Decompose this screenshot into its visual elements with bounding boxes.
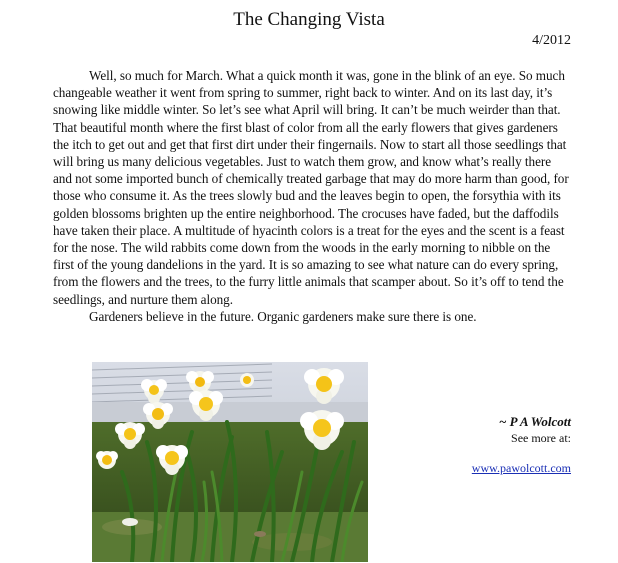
attribution	[472, 414, 571, 476]
see-more-label: See more at:	[511, 431, 571, 445]
article-date: 4/2012	[532, 33, 571, 48]
article-title: The Changing Vista	[233, 9, 385, 30]
article-body	[53, 67, 573, 325]
body-paragraph-2: Gardeners believe in the future. Organic gardeners make sure there is one.	[89, 308, 477, 324]
body-paragraph-1: Well, so much for March. What a quick month it was, gone in the blink of an eye. So much changeable weather it went from spring to summer, right back to winter. And on its last day, it’s snowing like middle winter. So let’s see what April will bring. It can’t be much weirder than that. That beautiful month where the first blast of color from all the early flowers that gives gardeners the itch to get out and get that first dirt under their fingernails. Now to start all those seedlings that will bring us many delicious vegetables. Just to watch them grow, and know what’s really there and not some imported bunch of chemically treated garbage that may do more harm than good, for those who consume it. As the trees slowly bud and the leaves begin to open, the forsythia with its golden blossoms brighten up the entire neighborhood. The crocuses have faded, but the daffodils have taken their place. A multitude of hyacinth colors is a treat for the eyes and the scent is a feast for the nose. The wild rabbits come down from the woods in the early morning to nibble on the first of the young dandelions in the yard. It is so amazing to see what nature can do every spring, from the flowers and the trees, to the furry little animals that scamper about. So it’s off to tend the seedlings, and nurture them along.	[53, 68, 569, 307]
author-name: ~ P A Wolcott	[498, 414, 571, 429]
website-link[interactable]: www.pawolcott.com	[471, 461, 571, 475]
daffodil-photo	[92, 362, 368, 562]
